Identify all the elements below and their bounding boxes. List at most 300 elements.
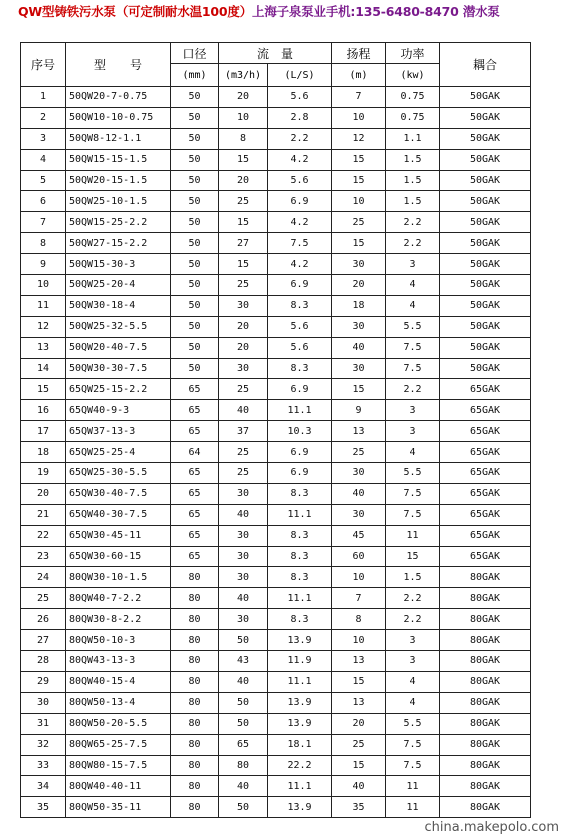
cell-head: 25 bbox=[332, 442, 386, 463]
cell-coupling: 65GAK bbox=[440, 463, 531, 484]
cell-flow-ls: 8.3 bbox=[268, 358, 332, 379]
cell-flow-ls: 5.6 bbox=[268, 170, 332, 191]
cell-power: 5.5 bbox=[386, 316, 440, 337]
table-row bbox=[21, 337, 531, 358]
table-row bbox=[21, 275, 531, 296]
cell-caliber: 80 bbox=[171, 713, 219, 734]
cell-flow-ls: 8.3 bbox=[268, 609, 332, 630]
cell-power: 5.5 bbox=[386, 713, 440, 734]
table-row bbox=[21, 546, 531, 567]
cell-head: 10 bbox=[332, 567, 386, 588]
cell-flow-m3h: 65 bbox=[219, 734, 268, 755]
cell-caliber: 80 bbox=[171, 734, 219, 755]
cell-power: 1.5 bbox=[386, 567, 440, 588]
table-row bbox=[21, 463, 531, 484]
cell-head: 15 bbox=[332, 379, 386, 400]
cell-head: 9 bbox=[332, 400, 386, 421]
table-row bbox=[21, 170, 531, 191]
cell-flow-m3h: 37 bbox=[219, 421, 268, 442]
cell-index: 15 bbox=[21, 379, 66, 400]
cell-caliber: 50 bbox=[171, 233, 219, 254]
cell-coupling: 80GAK bbox=[440, 630, 531, 651]
table-row bbox=[21, 358, 531, 379]
table-row bbox=[21, 233, 531, 254]
cell-model: 50QW30-30-7.5 bbox=[66, 358, 171, 379]
cell-power: 3 bbox=[386, 630, 440, 651]
cell-coupling: 50GAK bbox=[440, 87, 531, 108]
cell-model: 50QW20-15-1.5 bbox=[66, 170, 171, 191]
cell-coupling: 80GAK bbox=[440, 588, 531, 609]
cell-flow-ls: 5.6 bbox=[268, 337, 332, 358]
header-flow: 流 量 bbox=[219, 43, 332, 64]
cell-caliber: 50 bbox=[171, 191, 219, 212]
cell-power: 7.5 bbox=[386, 337, 440, 358]
cell-head: 10 bbox=[332, 630, 386, 651]
cell-flow-ls: 8.3 bbox=[268, 483, 332, 504]
cell-caliber: 50 bbox=[171, 358, 219, 379]
cell-model: 80QW80-15-7.5 bbox=[66, 755, 171, 776]
cell-caliber: 50 bbox=[171, 316, 219, 337]
table-row bbox=[21, 692, 531, 713]
cell-caliber: 80 bbox=[171, 651, 219, 672]
cell-model: 80QW65-25-7.5 bbox=[66, 734, 171, 755]
table-header bbox=[21, 43, 531, 87]
cell-index: 18 bbox=[21, 442, 66, 463]
cell-flow-ls: 22.2 bbox=[268, 755, 332, 776]
cell-power: 3 bbox=[386, 254, 440, 275]
cell-flow-m3h: 20 bbox=[219, 87, 268, 108]
cell-flow-ls: 8.3 bbox=[268, 525, 332, 546]
cell-coupling: 65GAK bbox=[440, 442, 531, 463]
cell-power: 11 bbox=[386, 776, 440, 797]
cell-coupling: 65GAK bbox=[440, 379, 531, 400]
cell-power: 4 bbox=[386, 671, 440, 692]
table-row bbox=[21, 797, 531, 818]
cell-power: 5.5 bbox=[386, 463, 440, 484]
cell-coupling: 65GAK bbox=[440, 525, 531, 546]
cell-flow-m3h: 27 bbox=[219, 233, 268, 254]
cell-coupling: 50GAK bbox=[440, 212, 531, 233]
cell-index: 5 bbox=[21, 170, 66, 191]
cell-index: 7 bbox=[21, 212, 66, 233]
cell-model: 50QW30-18-4 bbox=[66, 295, 171, 316]
cell-index: 2 bbox=[21, 107, 66, 128]
cell-index: 27 bbox=[21, 630, 66, 651]
cell-index: 34 bbox=[21, 776, 66, 797]
cell-flow-m3h: 30 bbox=[219, 525, 268, 546]
cell-flow-m3h: 10 bbox=[219, 107, 268, 128]
cell-flow-ls: 2.2 bbox=[268, 128, 332, 149]
table-row bbox=[21, 316, 531, 337]
cell-flow-m3h: 8 bbox=[219, 128, 268, 149]
cell-flow-ls: 11.1 bbox=[268, 504, 332, 525]
cell-flow-m3h: 20 bbox=[219, 316, 268, 337]
cell-index: 13 bbox=[21, 337, 66, 358]
table-body bbox=[21, 87, 531, 818]
cell-head: 13 bbox=[332, 421, 386, 442]
unit-power: (kw) bbox=[386, 64, 440, 87]
cell-flow-m3h: 15 bbox=[219, 212, 268, 233]
watermark: china.makepolo.com bbox=[424, 820, 559, 835]
cell-head: 15 bbox=[332, 149, 386, 170]
cell-model: 50QW8-12-1.1 bbox=[66, 128, 171, 149]
cell-power: 1.5 bbox=[386, 191, 440, 212]
cell-caliber: 50 bbox=[171, 149, 219, 170]
cell-coupling: 80GAK bbox=[440, 671, 531, 692]
cell-head: 40 bbox=[332, 776, 386, 797]
cell-power: 4 bbox=[386, 692, 440, 713]
cell-flow-ls: 13.9 bbox=[268, 692, 332, 713]
cell-flow-ls: 11.9 bbox=[268, 651, 332, 672]
cell-flow-ls: 11.1 bbox=[268, 776, 332, 797]
cell-power: 4 bbox=[386, 295, 440, 316]
cell-index: 23 bbox=[21, 546, 66, 567]
cell-coupling: 50GAK bbox=[440, 149, 531, 170]
cell-power: 2.2 bbox=[386, 379, 440, 400]
cell-caliber: 50 bbox=[171, 170, 219, 191]
cell-head: 7 bbox=[332, 588, 386, 609]
table-row bbox=[21, 295, 531, 316]
cell-index: 21 bbox=[21, 504, 66, 525]
cell-model: 80QW50-20-5.5 bbox=[66, 713, 171, 734]
cell-index: 4 bbox=[21, 149, 66, 170]
unit-head: (m) bbox=[332, 64, 386, 87]
cell-caliber: 64 bbox=[171, 442, 219, 463]
cell-coupling: 80GAK bbox=[440, 734, 531, 755]
cell-flow-ls: 18.1 bbox=[268, 734, 332, 755]
cell-caliber: 80 bbox=[171, 588, 219, 609]
cell-index: 17 bbox=[21, 421, 66, 442]
unit-flow-m3h: (m3/h) bbox=[219, 64, 268, 87]
cell-caliber: 65 bbox=[171, 400, 219, 421]
cell-head: 7 bbox=[332, 87, 386, 108]
table-row bbox=[21, 588, 531, 609]
cell-flow-ls: 2.8 bbox=[268, 107, 332, 128]
table-row bbox=[21, 87, 531, 108]
cell-caliber: 65 bbox=[171, 421, 219, 442]
cell-head: 18 bbox=[332, 295, 386, 316]
cell-power: 11 bbox=[386, 525, 440, 546]
cell-index: 25 bbox=[21, 588, 66, 609]
cell-flow-ls: 13.9 bbox=[268, 713, 332, 734]
cell-head: 13 bbox=[332, 651, 386, 672]
cell-caliber: 80 bbox=[171, 567, 219, 588]
cell-model: 65QW25-25-4 bbox=[66, 442, 171, 463]
table-row bbox=[21, 107, 531, 128]
cell-caliber: 80 bbox=[171, 630, 219, 651]
cell-caliber: 50 bbox=[171, 128, 219, 149]
cell-caliber: 80 bbox=[171, 692, 219, 713]
cell-caliber: 80 bbox=[171, 755, 219, 776]
title-contact: 上海子泉泵业手机:135-6480-8470 潜水泵 bbox=[252, 4, 500, 19]
cell-head: 40 bbox=[332, 483, 386, 504]
unit-caliber: (mm) bbox=[171, 64, 219, 87]
cell-index: 28 bbox=[21, 651, 66, 672]
cell-model: 80QW30-10-1.5 bbox=[66, 567, 171, 588]
cell-caliber: 65 bbox=[171, 546, 219, 567]
cell-flow-ls: 6.9 bbox=[268, 442, 332, 463]
cell-flow-m3h: 50 bbox=[219, 692, 268, 713]
cell-model: 80QW43-13-3 bbox=[66, 651, 171, 672]
cell-flow-m3h: 43 bbox=[219, 651, 268, 672]
cell-coupling: 80GAK bbox=[440, 609, 531, 630]
cell-flow-m3h: 30 bbox=[219, 295, 268, 316]
table-row bbox=[21, 713, 531, 734]
cell-head: 60 bbox=[332, 546, 386, 567]
cell-coupling: 50GAK bbox=[440, 233, 531, 254]
cell-head: 20 bbox=[332, 275, 386, 296]
cell-power: 3 bbox=[386, 400, 440, 421]
cell-model: 50QW20-7-0.75 bbox=[66, 87, 171, 108]
table-row bbox=[21, 483, 531, 504]
cell-head: 10 bbox=[332, 107, 386, 128]
cell-flow-m3h: 20 bbox=[219, 170, 268, 191]
cell-head: 45 bbox=[332, 525, 386, 546]
cell-coupling: 80GAK bbox=[440, 567, 531, 588]
cell-model: 80QW40-40-11 bbox=[66, 776, 171, 797]
cell-index: 16 bbox=[21, 400, 66, 421]
cell-head: 15 bbox=[332, 233, 386, 254]
cell-flow-ls: 13.9 bbox=[268, 797, 332, 818]
pump-spec-table bbox=[20, 42, 531, 818]
cell-coupling: 80GAK bbox=[440, 776, 531, 797]
cell-index: 8 bbox=[21, 233, 66, 254]
cell-flow-m3h: 20 bbox=[219, 337, 268, 358]
cell-flow-m3h: 30 bbox=[219, 483, 268, 504]
cell-flow-m3h: 80 bbox=[219, 755, 268, 776]
cell-model: 80QW40-7-2.2 bbox=[66, 588, 171, 609]
cell-flow-ls: 11.1 bbox=[268, 671, 332, 692]
cell-index: 3 bbox=[21, 128, 66, 149]
cell-power: 1.5 bbox=[386, 149, 440, 170]
cell-coupling: 50GAK bbox=[440, 170, 531, 191]
cell-power: 3 bbox=[386, 421, 440, 442]
cell-coupling: 80GAK bbox=[440, 651, 531, 672]
cell-head: 25 bbox=[332, 734, 386, 755]
cell-power: 2.2 bbox=[386, 609, 440, 630]
cell-flow-m3h: 25 bbox=[219, 379, 268, 400]
cell-head: 8 bbox=[332, 609, 386, 630]
cell-head: 10 bbox=[332, 191, 386, 212]
table-row bbox=[21, 400, 531, 421]
cell-flow-m3h: 30 bbox=[219, 358, 268, 379]
cell-flow-ls: 4.2 bbox=[268, 212, 332, 233]
cell-index: 26 bbox=[21, 609, 66, 630]
cell-model: 65QW40-9-3 bbox=[66, 400, 171, 421]
cell-head: 35 bbox=[332, 797, 386, 818]
cell-index: 31 bbox=[21, 713, 66, 734]
cell-index: 30 bbox=[21, 692, 66, 713]
cell-head: 30 bbox=[332, 316, 386, 337]
cell-index: 19 bbox=[21, 463, 66, 484]
cell-index: 20 bbox=[21, 483, 66, 504]
cell-caliber: 50 bbox=[171, 275, 219, 296]
cell-head: 15 bbox=[332, 170, 386, 191]
cell-model: 65QW30-40-7.5 bbox=[66, 483, 171, 504]
cell-flow-m3h: 30 bbox=[219, 546, 268, 567]
header-index: 序号 bbox=[21, 43, 66, 87]
cell-flow-m3h: 40 bbox=[219, 504, 268, 525]
cell-model: 80QW50-10-3 bbox=[66, 630, 171, 651]
cell-head: 15 bbox=[332, 671, 386, 692]
cell-flow-m3h: 50 bbox=[219, 797, 268, 818]
cell-power: 1.1 bbox=[386, 128, 440, 149]
cell-index: 35 bbox=[21, 797, 66, 818]
cell-index: 9 bbox=[21, 254, 66, 275]
cell-power: 0.75 bbox=[386, 87, 440, 108]
cell-model: 50QW25-20-4 bbox=[66, 275, 171, 296]
table-row bbox=[21, 128, 531, 149]
cell-coupling: 65GAK bbox=[440, 483, 531, 504]
cell-power: 7.5 bbox=[386, 504, 440, 525]
unit-flow-ls: (L/S) bbox=[268, 64, 332, 87]
cell-coupling: 50GAK bbox=[440, 254, 531, 275]
header-coupling: 耦合 bbox=[440, 43, 531, 87]
cell-head: 15 bbox=[332, 755, 386, 776]
cell-flow-ls: 4.2 bbox=[268, 254, 332, 275]
cell-index: 1 bbox=[21, 87, 66, 108]
cell-coupling: 65GAK bbox=[440, 421, 531, 442]
table-row bbox=[21, 421, 531, 442]
cell-power: 7.5 bbox=[386, 358, 440, 379]
cell-index: 11 bbox=[21, 295, 66, 316]
cell-index: 14 bbox=[21, 358, 66, 379]
cell-power: 7.5 bbox=[386, 755, 440, 776]
cell-coupling: 50GAK bbox=[440, 316, 531, 337]
cell-index: 6 bbox=[21, 191, 66, 212]
cell-power: 2.2 bbox=[386, 233, 440, 254]
cell-head: 40 bbox=[332, 337, 386, 358]
cell-caliber: 50 bbox=[171, 212, 219, 233]
cell-flow-ls: 8.3 bbox=[268, 295, 332, 316]
cell-power: 4 bbox=[386, 442, 440, 463]
table-row bbox=[21, 776, 531, 797]
header-power: 功率 bbox=[386, 43, 440, 64]
cell-coupling: 80GAK bbox=[440, 692, 531, 713]
cell-flow-ls: 6.9 bbox=[268, 379, 332, 400]
cell-coupling: 50GAK bbox=[440, 295, 531, 316]
cell-coupling: 65GAK bbox=[440, 400, 531, 421]
cell-caliber: 50 bbox=[171, 295, 219, 316]
cell-coupling: 50GAK bbox=[440, 337, 531, 358]
table-row bbox=[21, 734, 531, 755]
table-row bbox=[21, 755, 531, 776]
table-row bbox=[21, 651, 531, 672]
cell-model: 65QW25-30-5.5 bbox=[66, 463, 171, 484]
cell-caliber: 65 bbox=[171, 504, 219, 525]
table-row bbox=[21, 630, 531, 651]
cell-power: 11 bbox=[386, 797, 440, 818]
cell-index: 29 bbox=[21, 671, 66, 692]
cell-caliber: 65 bbox=[171, 463, 219, 484]
cell-flow-m3h: 40 bbox=[219, 588, 268, 609]
cell-model: 50QW27-15-2.2 bbox=[66, 233, 171, 254]
header-head: 扬程 bbox=[332, 43, 386, 64]
cell-flow-m3h: 25 bbox=[219, 442, 268, 463]
cell-flow-m3h: 15 bbox=[219, 254, 268, 275]
cell-flow-m3h: 40 bbox=[219, 400, 268, 421]
cell-model: 65QW37-13-3 bbox=[66, 421, 171, 442]
cell-flow-m3h: 25 bbox=[219, 275, 268, 296]
cell-flow-m3h: 30 bbox=[219, 609, 268, 630]
cell-head: 13 bbox=[332, 692, 386, 713]
cell-coupling: 80GAK bbox=[440, 755, 531, 776]
header-model: 型 号 bbox=[66, 43, 171, 87]
cell-coupling: 65GAK bbox=[440, 546, 531, 567]
cell-model: 50QW20-40-7.5 bbox=[66, 337, 171, 358]
cell-index: 32 bbox=[21, 734, 66, 755]
cell-index: 22 bbox=[21, 525, 66, 546]
cell-caliber: 65 bbox=[171, 483, 219, 504]
table-row bbox=[21, 254, 531, 275]
cell-model: 80QW30-8-2.2 bbox=[66, 609, 171, 630]
table-row bbox=[21, 504, 531, 525]
cell-index: 33 bbox=[21, 755, 66, 776]
cell-model: 80QW50-13-4 bbox=[66, 692, 171, 713]
cell-head: 30 bbox=[332, 254, 386, 275]
cell-caliber: 50 bbox=[171, 254, 219, 275]
cell-flow-m3h: 40 bbox=[219, 671, 268, 692]
table-row bbox=[21, 609, 531, 630]
cell-flow-ls: 11.1 bbox=[268, 588, 332, 609]
table-row bbox=[21, 567, 531, 588]
cell-model: 80QW50-35-11 bbox=[66, 797, 171, 818]
cell-flow-ls: 6.9 bbox=[268, 191, 332, 212]
cell-coupling: 50GAK bbox=[440, 191, 531, 212]
cell-head: 30 bbox=[332, 504, 386, 525]
cell-index: 10 bbox=[21, 275, 66, 296]
cell-flow-m3h: 15 bbox=[219, 149, 268, 170]
table-row bbox=[21, 212, 531, 233]
cell-model: 50QW15-15-1.5 bbox=[66, 149, 171, 170]
cell-head: 30 bbox=[332, 463, 386, 484]
cell-flow-m3h: 25 bbox=[219, 191, 268, 212]
cell-flow-ls: 5.6 bbox=[268, 316, 332, 337]
cell-flow-ls: 7.5 bbox=[268, 233, 332, 254]
cell-power: 2.2 bbox=[386, 588, 440, 609]
cell-caliber: 80 bbox=[171, 797, 219, 818]
cell-coupling: 80GAK bbox=[440, 713, 531, 734]
cell-head: 25 bbox=[332, 212, 386, 233]
cell-flow-m3h: 50 bbox=[219, 713, 268, 734]
cell-flow-ls: 8.3 bbox=[268, 546, 332, 567]
cell-caliber: 65 bbox=[171, 379, 219, 400]
cell-flow-m3h: 50 bbox=[219, 630, 268, 651]
cell-flow-ls: 11.1 bbox=[268, 400, 332, 421]
table-row bbox=[21, 149, 531, 170]
cell-coupling: 50GAK bbox=[440, 107, 531, 128]
cell-flow-ls: 8.3 bbox=[268, 567, 332, 588]
title-product-line: QW型铸铁污水泵（可定制耐水温100度） bbox=[18, 4, 253, 19]
cell-caliber: 50 bbox=[171, 107, 219, 128]
table-row bbox=[21, 442, 531, 463]
cell-head: 12 bbox=[332, 128, 386, 149]
cell-flow-ls: 5.6 bbox=[268, 87, 332, 108]
cell-model: 80QW40-15-4 bbox=[66, 671, 171, 692]
cell-model: 50QW10-10-0.75 bbox=[66, 107, 171, 128]
page-title bbox=[18, 2, 500, 22]
cell-head: 30 bbox=[332, 358, 386, 379]
table-row bbox=[21, 379, 531, 400]
cell-model: 50QW15-25-2.2 bbox=[66, 212, 171, 233]
cell-power: 4 bbox=[386, 275, 440, 296]
cell-caliber: 65 bbox=[171, 525, 219, 546]
cell-model: 50QW25-32-5.5 bbox=[66, 316, 171, 337]
table-row bbox=[21, 525, 531, 546]
cell-power: 2.2 bbox=[386, 212, 440, 233]
table-row bbox=[21, 191, 531, 212]
cell-index: 24 bbox=[21, 567, 66, 588]
